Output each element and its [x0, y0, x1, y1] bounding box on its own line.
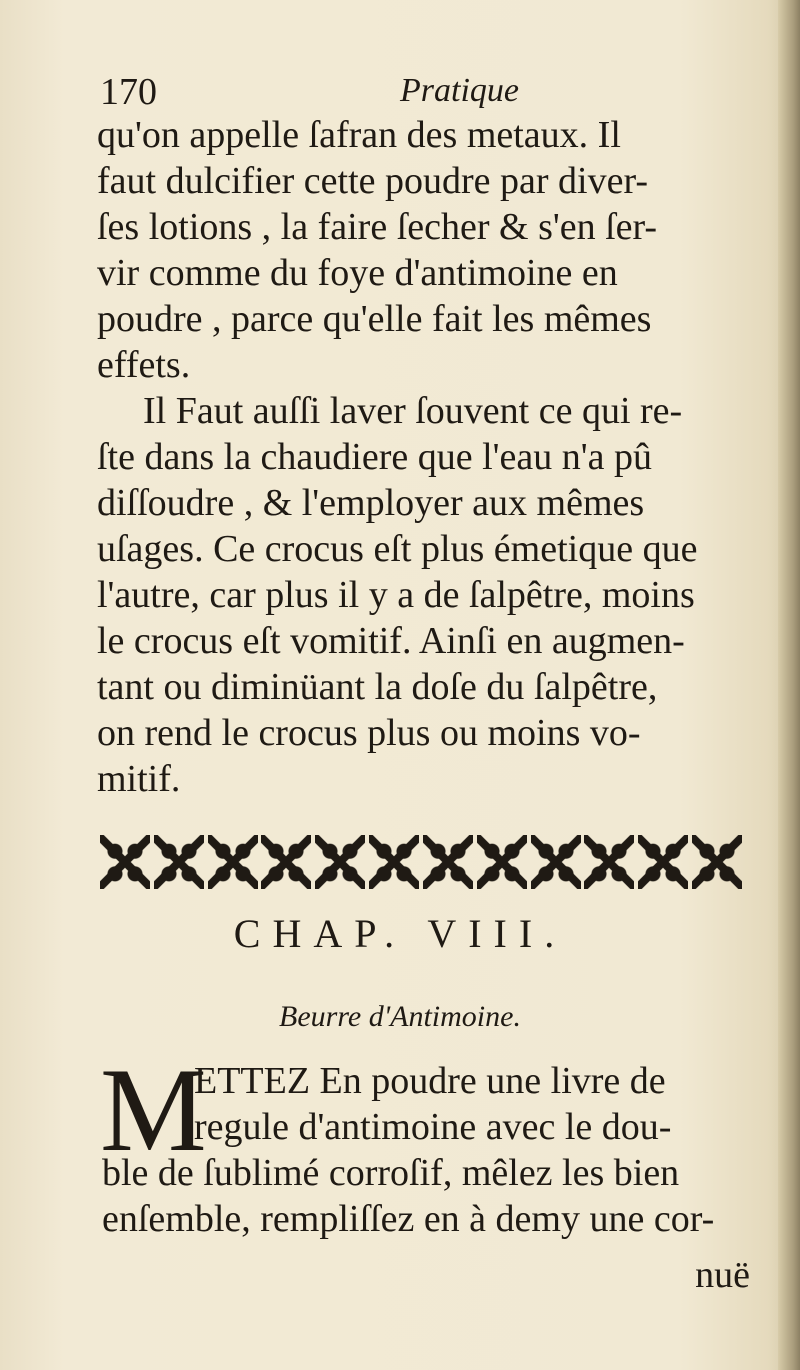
page-number: 170: [100, 71, 157, 113]
text-line: ſes lotions , la faire ſecher & s'en ſer-: [97, 206, 658, 248]
chapter-title: CHAP. VIII.: [233, 911, 567, 956]
ornament-fleuron-icon: [584, 835, 634, 889]
drop-cap: M: [100, 1043, 207, 1176]
ornament-fleuron-icon: [531, 835, 581, 889]
text-line: faut dulcifier cette poudre par diver-: [97, 160, 649, 202]
running-head: Pratique: [400, 72, 519, 109]
catchword: nuë: [695, 1254, 750, 1296]
ornament-fleuron-icon: [423, 835, 473, 889]
ornament-fleuron-icon: [315, 835, 365, 889]
section-title: Beurre d'Antimoine.: [279, 1000, 521, 1033]
text-line: uſages. Ce crocus eſt plus émetique que: [97, 528, 698, 570]
chapter-text: [102, 1058, 754, 1242]
text-line: tant ou diminüant la doſe du ſalpêtre,: [97, 666, 658, 708]
text-line: mitif.: [97, 758, 181, 800]
body-text: [97, 112, 757, 802]
text-line: enſemble, rempliſſez en à demy une cor-: [102, 1198, 715, 1240]
ornament-fleuron-icon: [100, 835, 150, 889]
ornament-fleuron-icon: [208, 835, 258, 889]
page-header: [100, 70, 750, 114]
text-line: ETTEZ En poudre une livre de: [194, 1060, 666, 1102]
page-edge: [778, 0, 800, 1370]
ornament-fleuron-icon: [692, 835, 742, 889]
ornament-fleuron-icon: [369, 835, 419, 889]
text-line: regule d'antimoine avec le dou-: [194, 1106, 672, 1148]
text-line: ſte dans la chaudiere que l'eau n'a pû: [97, 436, 652, 478]
text-line: l'autre, car plus il y a de ſalpêtre, moins: [97, 574, 695, 616]
text-line: qu'on appelle ſafran des metaux. Il: [97, 114, 621, 156]
paragraph-1: [97, 112, 757, 388]
text-line: ble de ſublimé corroſif, mêlez les bien: [102, 1152, 680, 1194]
text-line: vir comme du foye d'antimoine en: [97, 252, 618, 294]
text-line: le crocus eſt vomitif. Ainſi en augmen-: [97, 620, 685, 662]
text-line: diſſoudre , & l'employer aux mêmes: [97, 482, 645, 524]
ornament-fleuron-icon: [638, 835, 688, 889]
paragraph-2: [97, 388, 757, 802]
text-line: Il Faut auſſi laver ſouvent ce qui re-: [143, 390, 683, 432]
ornament-fleuron-icon: [154, 835, 204, 889]
ornament-fleuron-icon: [261, 835, 311, 889]
ornament-fleuron-icon: [477, 835, 527, 889]
ornament-band: [100, 835, 742, 889]
text-line: on rend le crocus plus ou moins vo-: [97, 712, 641, 754]
text-line: effets.: [97, 344, 191, 386]
text-line: poudre , parce qu'elle fait les mêmes: [97, 298, 652, 340]
